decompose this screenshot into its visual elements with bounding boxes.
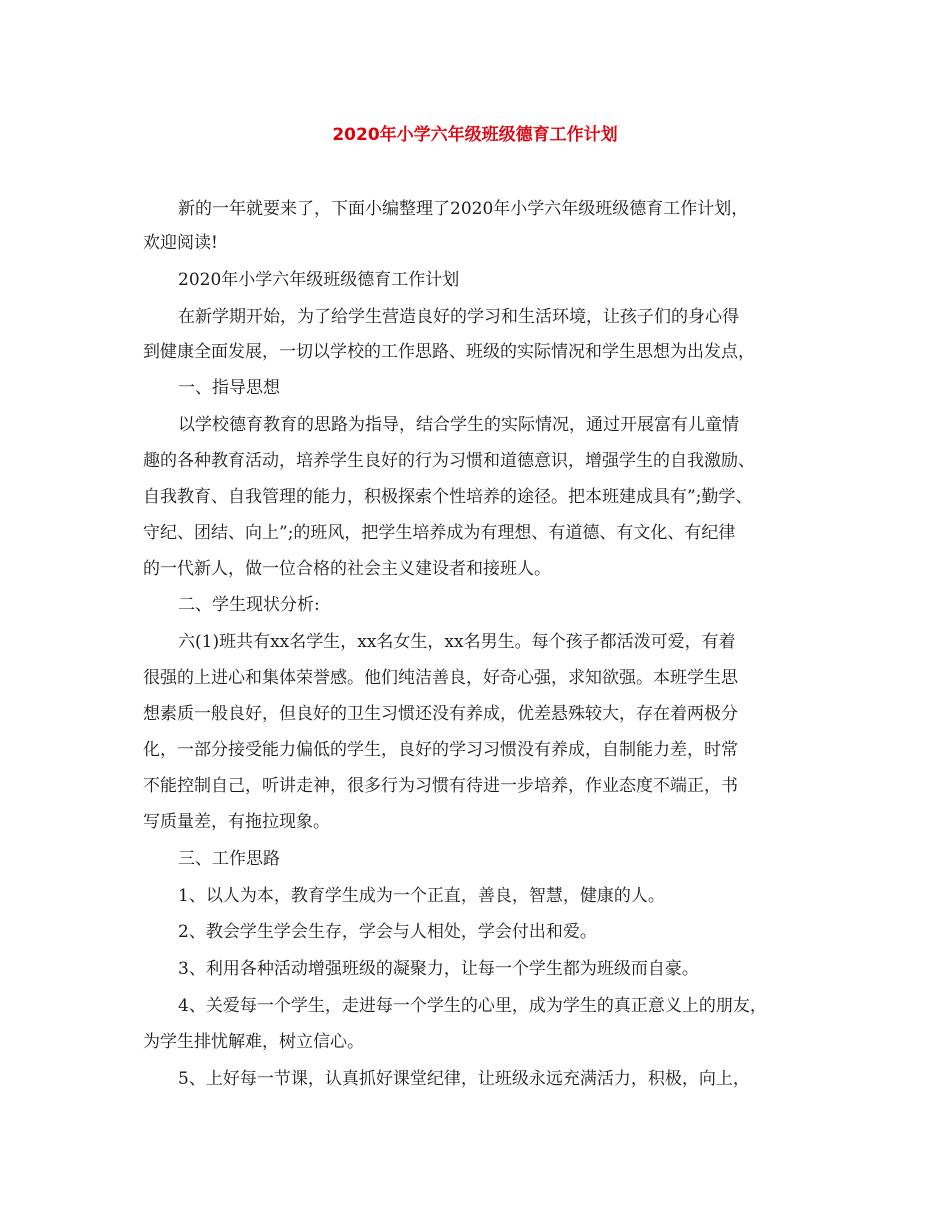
list-item: 1、以人为本，教育学生成为一个正直，善良，智慧，健康的人。 [178,886,665,906]
paragraph-line: 的一代新人，做一位合格的社会主义建设者和接班人。 [143,559,551,579]
paragraph-line: 化，一部分接受能力偏低的学生，良好的学习习惯没有养成，自制能力差，时常 [143,740,738,760]
paragraph-line: 想素质一般良好，但良好的卫生习惯还没有养成，优差悬殊较大，存在着两极分 [143,704,738,724]
list-item: 5、上好每一节课，认真抓好课堂纪律，让班级永远充满活力，积极，向上， [178,1069,750,1089]
paragraph-line: 为学生排忧解难，树立信心。 [143,1032,364,1052]
section-heading: 三、工作思路 [178,849,280,869]
paragraph-line: 到健康全面发展，一切以学校的工作思路、班级的实际情况和学生思想为出发点， [143,342,755,362]
paragraph-line: 趣的各种教育活动，培养学生良好的行为习惯和道德意识，增强学生的自我激励、 [143,451,755,471]
list-item: 3、利用各种活动增强班级的凝聚力，让每一个学生都为班级而自豪。 [178,959,699,979]
section-heading: 二、学生现状分析: [178,595,320,615]
paragraph-line: 以学校德育教育的思路为指导，结合学生的实际情况，通过开展富有儿童情 [178,415,739,435]
document-title: 2020年小学六年级班级德育工作计划 [332,125,618,145]
section-heading: 一、指导思想 [178,378,280,398]
paragraph-line: 六(1)班共有xx名学生，xx名女生，xx名男生。每个孩子都活泼可爱，有着 [178,632,736,652]
paragraph-line: 欢迎阅读! [143,233,218,253]
paragraph-line: 守纪、团结、向上”;的班风，把学生培养成为有理想、有道德、有文化、有纪律 [143,523,736,543]
paragraph-line: 写质量差，有拖拉现象。 [143,812,330,832]
list-item: 4、关爱每一个学生，走进每一个学生的心里，成为学生的真正意义上的朋友， [178,996,767,1016]
section-subtitle: 2020年小学六年级班级德育工作计划 [178,270,460,290]
paragraph-line: 不能控制自己，听讲走神，很多行为习惯有待进一步培养，作业态度不端正，书 [143,776,738,796]
paragraph-line: 在新学期开始，为了给学生营造良好的学习和生活环境，让孩子们的身心得 [178,307,739,327]
list-item: 2、教会学生学会生存，学会与人相处，学会付出和爱。 [178,922,597,942]
paragraph-line: 自我教育、自我管理的能力，积极探索个性培养的途径。把本班建成具有”;勤学、 [143,487,753,507]
paragraph-line: 很强的上进心和集体荣誉感。他们纯洁善良，好奇心强，求知欲强。本班学生思 [143,668,738,688]
paragraph-line: 新的一年就要来了，下面小编整理了2020年小学六年级班级德育工作计划， [178,199,749,219]
